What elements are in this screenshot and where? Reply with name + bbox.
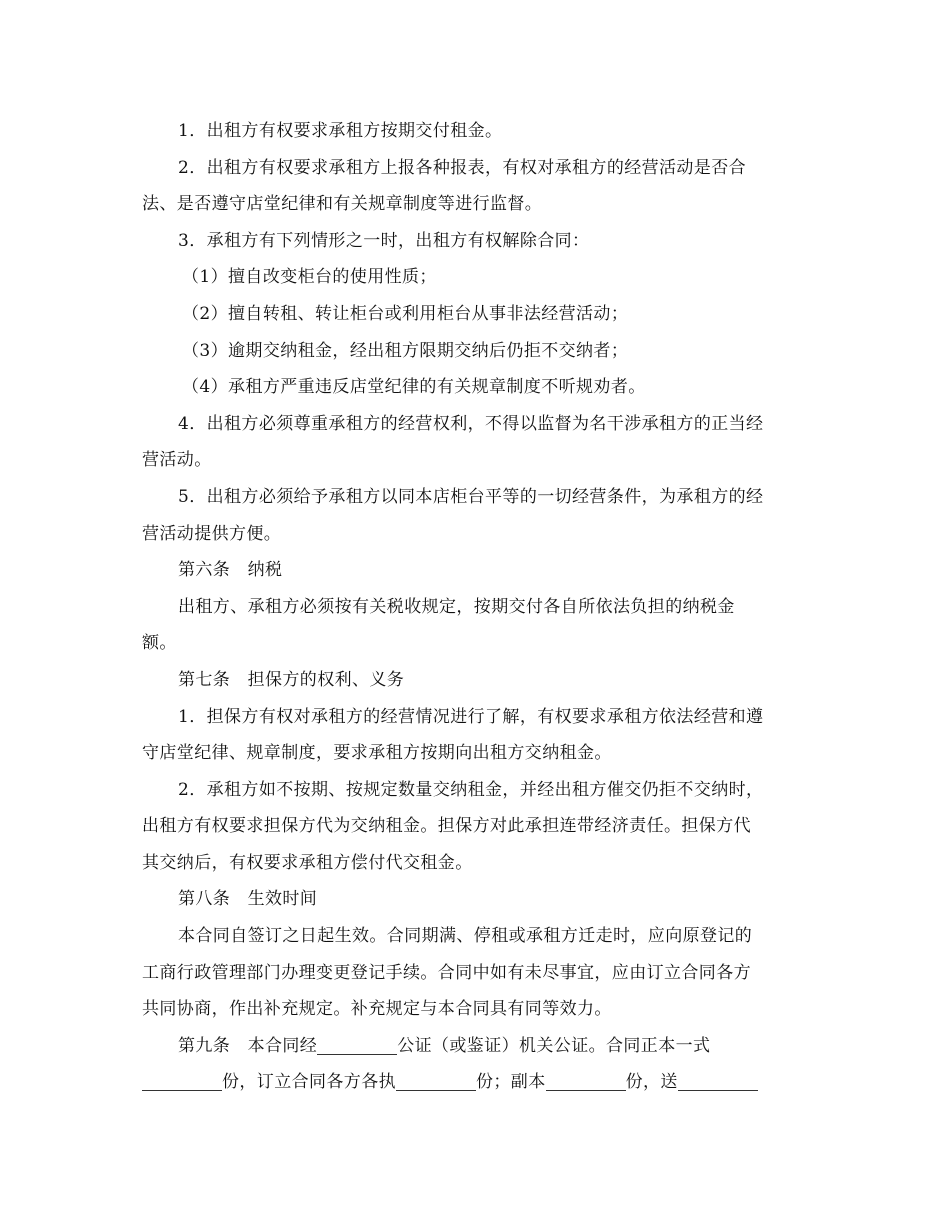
copies-each-party-blank[interactable] — [396, 1070, 476, 1091]
paragraph-line: 守店堂纪律、规章制度，要求承租方按期向出租方交纳租金。 — [142, 743, 612, 764]
paragraph-line: 其交纳后，有权要求承租方偿付代交租金。 — [142, 852, 473, 873]
paragraph-line: 工商行政管理部门办理变更登记手续。合同中如有未尽事宜，应由订立合同各方 — [142, 962, 751, 983]
send-to-blank[interactable] — [678, 1070, 758, 1091]
paragraph-line: 共同协商，作出补充规定。补充规定与本合同具有同等效力。 — [142, 999, 612, 1020]
paragraph-line: 营活动提供方便。 — [142, 523, 282, 544]
list-item: （2）擅自转租、转让柜台或利用柜台从事非法经营活动； — [182, 303, 629, 324]
paragraph-line: 法、是否遵守店堂纪律和有关规章制度等进行监督。 — [142, 194, 543, 215]
article-9-text-a: 第九条 本合同经 — [178, 1035, 318, 1056]
notary-office-blank[interactable] — [317, 1034, 397, 1055]
paragraph-line: 2．承租方如不按期、按规定数量交纳租金，并经出租方催交仍拒不交纳时， — [178, 779, 764, 800]
paragraph-line: 1．担保方有权对承租方的经营情况进行了解，有权要求承租方依法经营和遵 — [178, 706, 764, 727]
article-heading: 第六条 纳税 — [178, 560, 283, 581]
paragraph-line: 额。 — [142, 633, 177, 654]
duplicate-copies-blank[interactable] — [546, 1070, 626, 1091]
paragraph-line: 5．出租方必须给予承租方以同本店柜台平等的一切经营条件，为承租方的经 — [178, 486, 764, 507]
article-9-line-2 — [142, 1064, 808, 1101]
article-9-text-d: 份；副本 — [476, 1072, 546, 1093]
contract-text — [142, 113, 808, 1101]
original-copies-blank[interactable] — [142, 1070, 222, 1091]
paragraph-line: 1．出租方有权要求承租方按期交付租金。 — [178, 121, 503, 141]
article-heading: 第八条 生效时间 — [178, 889, 318, 910]
list-item: （3）逾期交纳租金，经出租方限期交纳后仍拒不交纳者； — [182, 340, 629, 361]
paragraph-line: 4．出租方必须尊重承租方的经营权利，不得以监督为名干涉承租方的正当经 — [178, 413, 764, 434]
list-item: （4）承租方严重违反店堂纪律的有关规章制度不听规劝者。 — [182, 377, 646, 398]
article-heading: 第七条 担保方的权利、义务 — [178, 669, 405, 690]
article-9-line-1 — [142, 1028, 808, 1065]
paragraph-line: 出租方有权要求担保方代为交纳租金。担保方对此承担连带经济责任。担保方代 — [142, 816, 751, 837]
paragraph-line: 出租方、承租方必须按有关税收规定，按期交付各自所依法负担的纳税金 — [178, 596, 735, 617]
paragraph-line: 2．出租方有权要求承租方上报各种报表，有权对承租方的经营活动是否合 — [178, 157, 747, 178]
paragraph-line: 本合同自签订之日起生效。合同期满、停租或承租方迁走时，应向原登记的 — [178, 926, 753, 947]
paragraph-line: 营活动。 — [142, 450, 212, 471]
article-9-text-c: 份，订立合同各方各执 — [222, 1072, 396, 1093]
list-item: （1）擅自改变柜台的使用性质； — [182, 267, 437, 288]
article-9-text-b: 公证（或鉴证）机关公证。合同正本一式 — [397, 1035, 711, 1056]
article-9-text-e: 份，送 — [625, 1072, 678, 1093]
paragraph-line: 3．承租方有下列情形之一时，出租方有权解除合同： — [178, 230, 590, 251]
